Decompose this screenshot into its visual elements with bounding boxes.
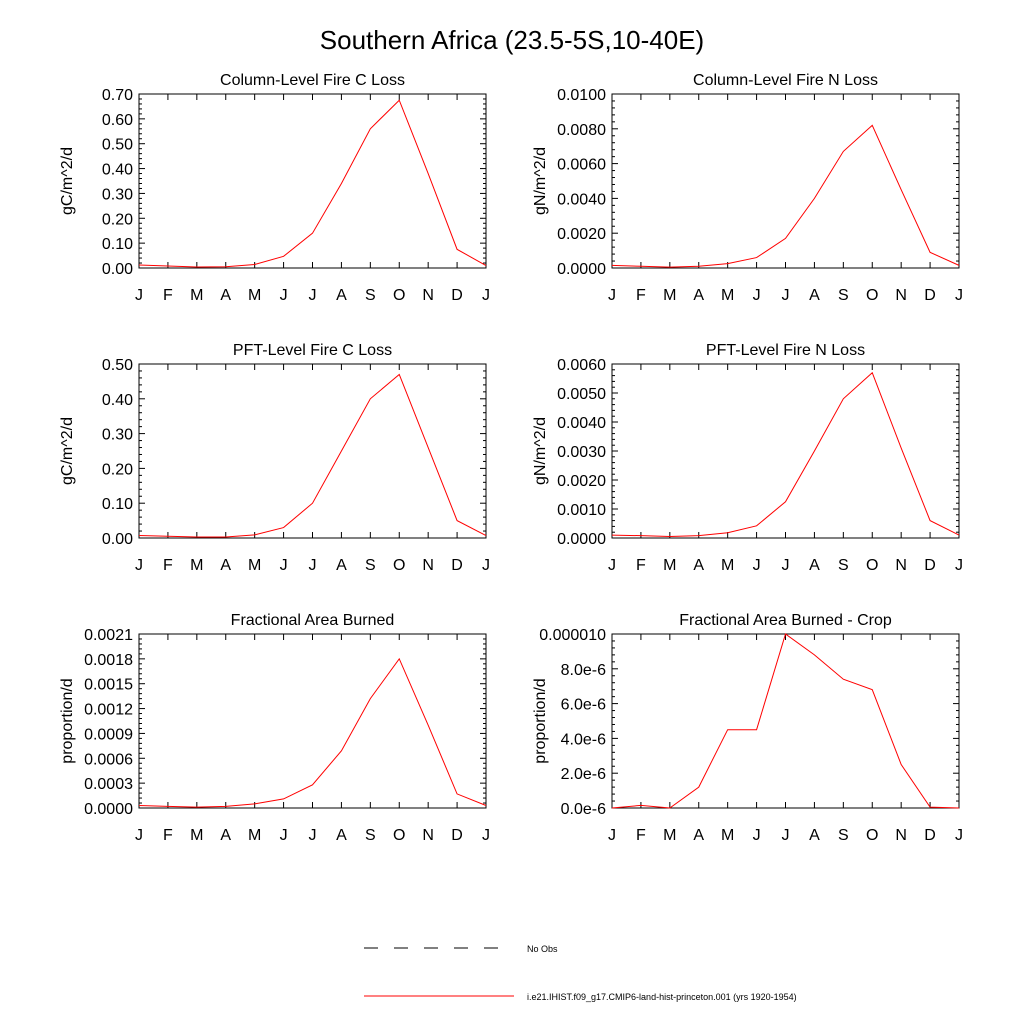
chart-panels	[59, 72, 963, 844]
x-tick-label: S	[364, 557, 376, 574]
x-tick-label: M	[248, 287, 262, 304]
y-tick-label: 0.0080	[557, 121, 606, 139]
y-tick-label: 0.00	[101, 531, 133, 548]
x-tick-label: A	[220, 287, 232, 304]
y-axis-label: gC/m^2/d	[59, 147, 76, 215]
x-tick-label: D	[924, 287, 936, 304]
chart-panel-4	[532, 342, 963, 574]
y-tick-label: 0.10	[101, 496, 133, 514]
x-tick-label: A	[336, 557, 347, 574]
series-line	[612, 125, 959, 267]
legend-label-no-obs: No Obs	[527, 944, 558, 954]
y-tick-label: 0.0000	[557, 531, 606, 548]
x-tick-label: J	[482, 287, 490, 304]
x-tick-label: N	[422, 827, 434, 844]
x-tick-label: D	[451, 827, 463, 844]
x-tick-label: A	[693, 557, 705, 574]
y-tick-label: 0.0000	[557, 261, 606, 278]
x-tick-label: J	[279, 827, 288, 844]
y-tick-label: 0.0020	[557, 226, 606, 244]
x-tick-label: O	[866, 287, 879, 304]
x-tick-label: J	[608, 827, 616, 844]
chart-panel-1	[59, 72, 490, 304]
y-tick-label: 0.40	[101, 391, 133, 409]
legend	[364, 944, 797, 1002]
x-tick-label: J	[955, 827, 963, 844]
plot-frame	[612, 364, 959, 538]
y-tick-label: 0.0040	[557, 191, 606, 209]
y-tick-label: 0.0006	[84, 751, 133, 769]
y-tick-label: 0.20	[101, 211, 133, 229]
x-tick-label: M	[721, 827, 735, 844]
y-tick-label: 0.0050	[557, 386, 606, 403]
x-tick-label: J	[752, 287, 761, 304]
x-tick-label: O	[866, 827, 879, 844]
y-tick-label: 0.0000	[84, 801, 133, 818]
x-tick-label: D	[924, 557, 936, 574]
x-tick-label: J	[608, 557, 616, 574]
y-tick-label: 0.10	[101, 236, 133, 254]
x-tick-label: O	[393, 287, 406, 304]
chart-panel-5	[59, 612, 490, 844]
x-tick-label: S	[364, 287, 376, 304]
x-tick-label: M	[663, 557, 677, 574]
y-tick-label: 0.0020	[557, 473, 606, 490]
x-tick-label: F	[163, 827, 173, 844]
x-tick-label: F	[636, 287, 646, 304]
x-tick-label: N	[895, 827, 907, 844]
panel-title: Fractional Area Burned	[230, 612, 395, 629]
x-tick-label: S	[364, 827, 376, 844]
x-tick-label: J	[781, 287, 790, 304]
x-tick-label: M	[190, 557, 204, 574]
x-tick-label: J	[752, 557, 761, 574]
y-tick-label: 0.0060	[557, 156, 606, 174]
x-tick-label: O	[393, 557, 406, 574]
x-tick-label: N	[895, 287, 907, 304]
x-tick-label: D	[924, 827, 936, 844]
y-axis-label: gN/m^2/d	[532, 147, 549, 215]
y-tick-label: 0.0012	[84, 701, 133, 719]
y-tick-label: 0.0015	[84, 676, 133, 694]
y-tick-label: 0.0009	[84, 726, 133, 744]
x-tick-label: J	[955, 557, 963, 574]
y-tick-label: 6.0e-6	[560, 696, 606, 714]
x-tick-label: J	[482, 827, 490, 844]
x-tick-label: A	[693, 287, 705, 304]
y-tick-label: 0.30	[101, 186, 133, 204]
y-tick-label: 0.40	[101, 161, 133, 179]
x-tick-label: M	[663, 827, 677, 844]
x-tick-label: A	[220, 557, 232, 574]
y-tick-label: 2.0e-6	[560, 766, 606, 784]
x-tick-label: F	[636, 827, 646, 844]
x-tick-label: N	[895, 557, 907, 574]
series-line	[612, 373, 959, 537]
x-tick-label: A	[693, 827, 705, 844]
y-tick-label: 0.60	[101, 111, 133, 129]
y-axis-label: proportion/d	[59, 678, 76, 764]
chart-panel-2	[532, 72, 963, 304]
x-tick-label: A	[220, 827, 232, 844]
y-tick-label: 0.70	[101, 87, 133, 104]
y-tick-label: 0.0021	[84, 627, 133, 644]
y-tick-label: 0.0030	[557, 444, 606, 461]
x-tick-label: D	[451, 557, 463, 574]
x-tick-label: J	[752, 827, 761, 844]
x-tick-label: J	[308, 557, 317, 574]
x-tick-label: N	[422, 557, 434, 574]
x-tick-label: J	[135, 287, 143, 304]
x-tick-label: N	[422, 287, 434, 304]
y-tick-label: 8.0e-6	[560, 661, 606, 679]
chart-panel-6	[532, 612, 963, 844]
panel-title: Fractional Area Burned - Crop	[679, 612, 892, 629]
x-tick-label: A	[336, 827, 347, 844]
x-tick-label: O	[393, 827, 406, 844]
x-tick-label: J	[608, 287, 616, 304]
x-tick-label: J	[308, 287, 317, 304]
y-tick-label: 4.0e-6	[560, 731, 606, 749]
y-axis-label: gN/m^2/d	[532, 417, 549, 485]
figure-title: Southern Africa (23.5-5S,10-40E)	[319, 25, 705, 55]
x-tick-label: J	[135, 557, 143, 574]
panel-title: Column-Level Fire C Loss	[220, 72, 405, 89]
y-tick-label: 0.00	[101, 261, 133, 278]
x-tick-label: S	[837, 287, 849, 304]
x-tick-label: A	[336, 287, 347, 304]
x-tick-label: M	[721, 287, 735, 304]
x-tick-label: D	[451, 287, 463, 304]
x-tick-label: A	[809, 557, 820, 574]
x-tick-label: M	[721, 557, 735, 574]
x-tick-label: J	[781, 827, 790, 844]
plot-frame	[139, 94, 486, 268]
x-tick-label: F	[163, 557, 173, 574]
y-tick-label: 0.20	[101, 461, 133, 479]
legend-label-model: i.e21.IHIST.f09_g17.CMIP6-land-hist-princeton.001 (yrs 1920-1954)	[527, 992, 797, 1002]
x-tick-label: F	[636, 557, 646, 574]
series-line	[139, 659, 486, 807]
y-tick-label: 0.0003	[84, 776, 133, 794]
y-tick-label: 0.0100	[557, 87, 606, 104]
series-line	[139, 100, 486, 267]
y-tick-label: 0.30	[101, 426, 133, 444]
x-tick-label: M	[248, 557, 262, 574]
x-tick-label: J	[781, 557, 790, 574]
x-tick-label: M	[663, 287, 677, 304]
panel-title: Column-Level Fire N Loss	[693, 72, 878, 89]
x-tick-label: M	[248, 827, 262, 844]
y-tick-label: 0.50	[101, 357, 133, 374]
y-tick-label: 0.000010	[539, 627, 606, 644]
x-tick-label: S	[837, 557, 849, 574]
x-tick-label: J	[279, 287, 288, 304]
y-tick-label: 0.50	[101, 136, 133, 154]
x-tick-label: J	[279, 557, 288, 574]
panel-title: PFT-Level Fire N Loss	[705, 342, 866, 359]
x-tick-label: J	[482, 557, 490, 574]
y-tick-label: 0.0040	[557, 415, 606, 432]
y-tick-label: 0.0e-6	[560, 801, 606, 818]
x-tick-label: S	[837, 827, 849, 844]
plot-frame	[612, 94, 959, 268]
plot-frame	[139, 364, 486, 538]
x-tick-label: F	[163, 287, 173, 304]
y-axis-label: gC/m^2/d	[59, 417, 76, 485]
y-tick-label: 0.0060	[557, 357, 606, 374]
x-tick-label: M	[190, 287, 204, 304]
x-tick-label: A	[809, 287, 820, 304]
series-line	[612, 634, 959, 808]
panel-title: PFT-Level Fire C Loss	[232, 342, 393, 359]
chart-panel-3	[59, 342, 490, 574]
x-tick-label: J	[308, 827, 317, 844]
x-tick-label: A	[809, 827, 820, 844]
plot-frame	[612, 634, 959, 808]
y-tick-label: 0.0010	[557, 502, 606, 519]
x-tick-label: J	[135, 827, 143, 844]
y-axis-label: proportion/d	[532, 678, 549, 764]
x-tick-label: J	[955, 287, 963, 304]
plot-frame	[139, 634, 486, 808]
x-tick-label: M	[190, 827, 204, 844]
y-tick-label: 0.0018	[84, 651, 133, 669]
series-line	[139, 374, 486, 537]
x-tick-label: O	[866, 557, 879, 574]
